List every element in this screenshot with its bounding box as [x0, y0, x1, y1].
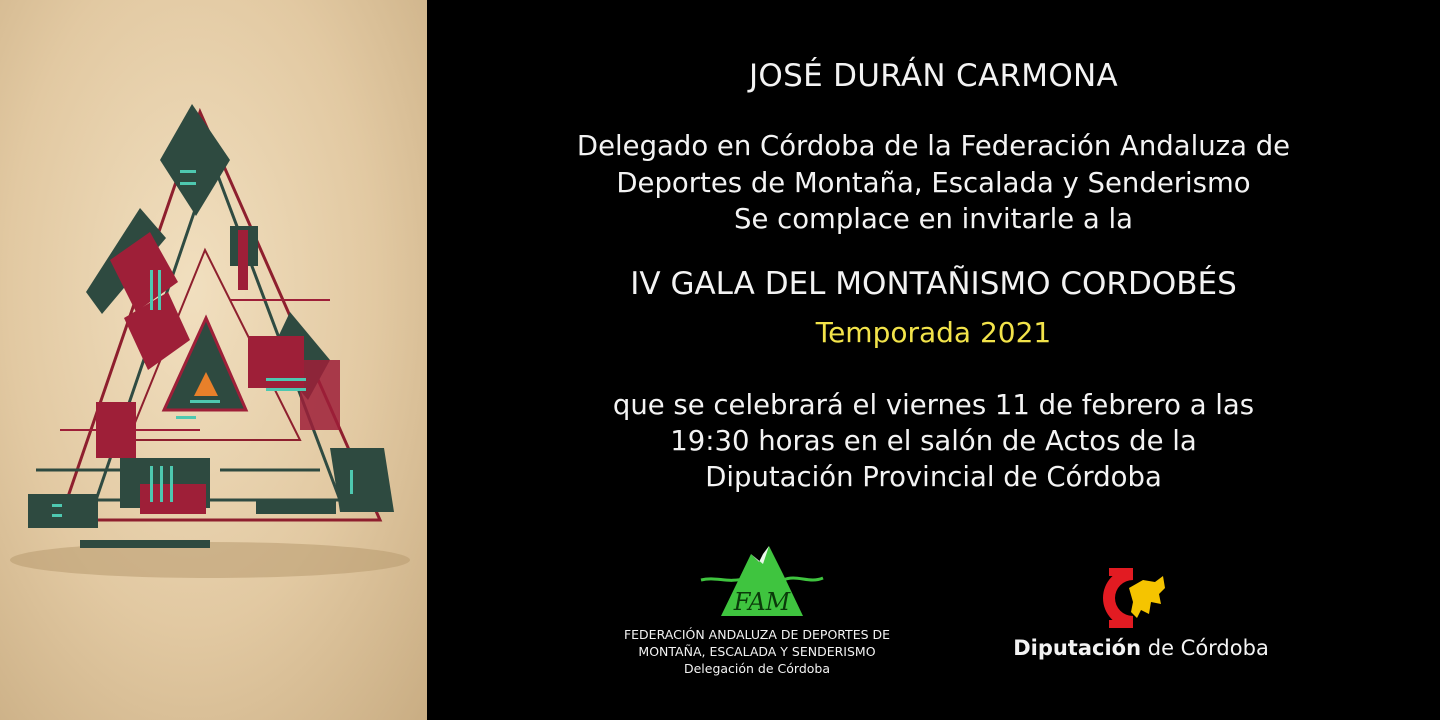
event-details-line1: que se celebrará el viernes 11 de febrero a las: [612, 389, 1255, 421]
host-role-line1: Delegado en Córdoba de la Federación Andaluza de: [576, 130, 1291, 162]
diputacion-emblem-icon: [1103, 566, 1169, 630]
season-label: Temporada 2021: [815, 316, 1052, 349]
artwork-triangle-illustration: [0, 0, 427, 720]
event-details-line3: Diputación Provincial de Córdoba: [705, 461, 1162, 493]
diputacion-logo: [1103, 566, 1169, 634]
diputacion-name-bold: Diputación: [1013, 636, 1142, 660]
fam-logo: [697, 540, 827, 624]
geometric-artwork: [0, 0, 427, 720]
fam-name-line2: MONTAÑA, ESCALADA Y SENDERISMO: [638, 644, 876, 659]
diputacion-name: [1001, 636, 1281, 660]
fam-mark-text: FAM: [733, 588, 791, 616]
event-details-line2: 19:30 horas en el salón de Actos de la: [670, 425, 1197, 457]
host-name: JOSÉ DURÁN CARMONA: [748, 58, 1119, 94]
diputacion-name-rest: de Córdoba: [1147, 636, 1269, 660]
fam-name-line1: FEDERACIÓN ANDALUZA DE DEPORTES DE: [623, 627, 891, 642]
host-role-line2: Deportes de Montaña, Escalada y Senderismo: [616, 167, 1251, 199]
event-title: IV GALA DEL MONTAÑISMO CORDOBÉS: [630, 266, 1237, 302]
invitation-text-panel: [427, 0, 1440, 720]
invite-line: Se complace en invitarle a la: [734, 203, 1133, 235]
fam-mountain-icon: [697, 540, 827, 620]
fam-delegation: Delegación de Córdoba: [683, 661, 831, 676]
